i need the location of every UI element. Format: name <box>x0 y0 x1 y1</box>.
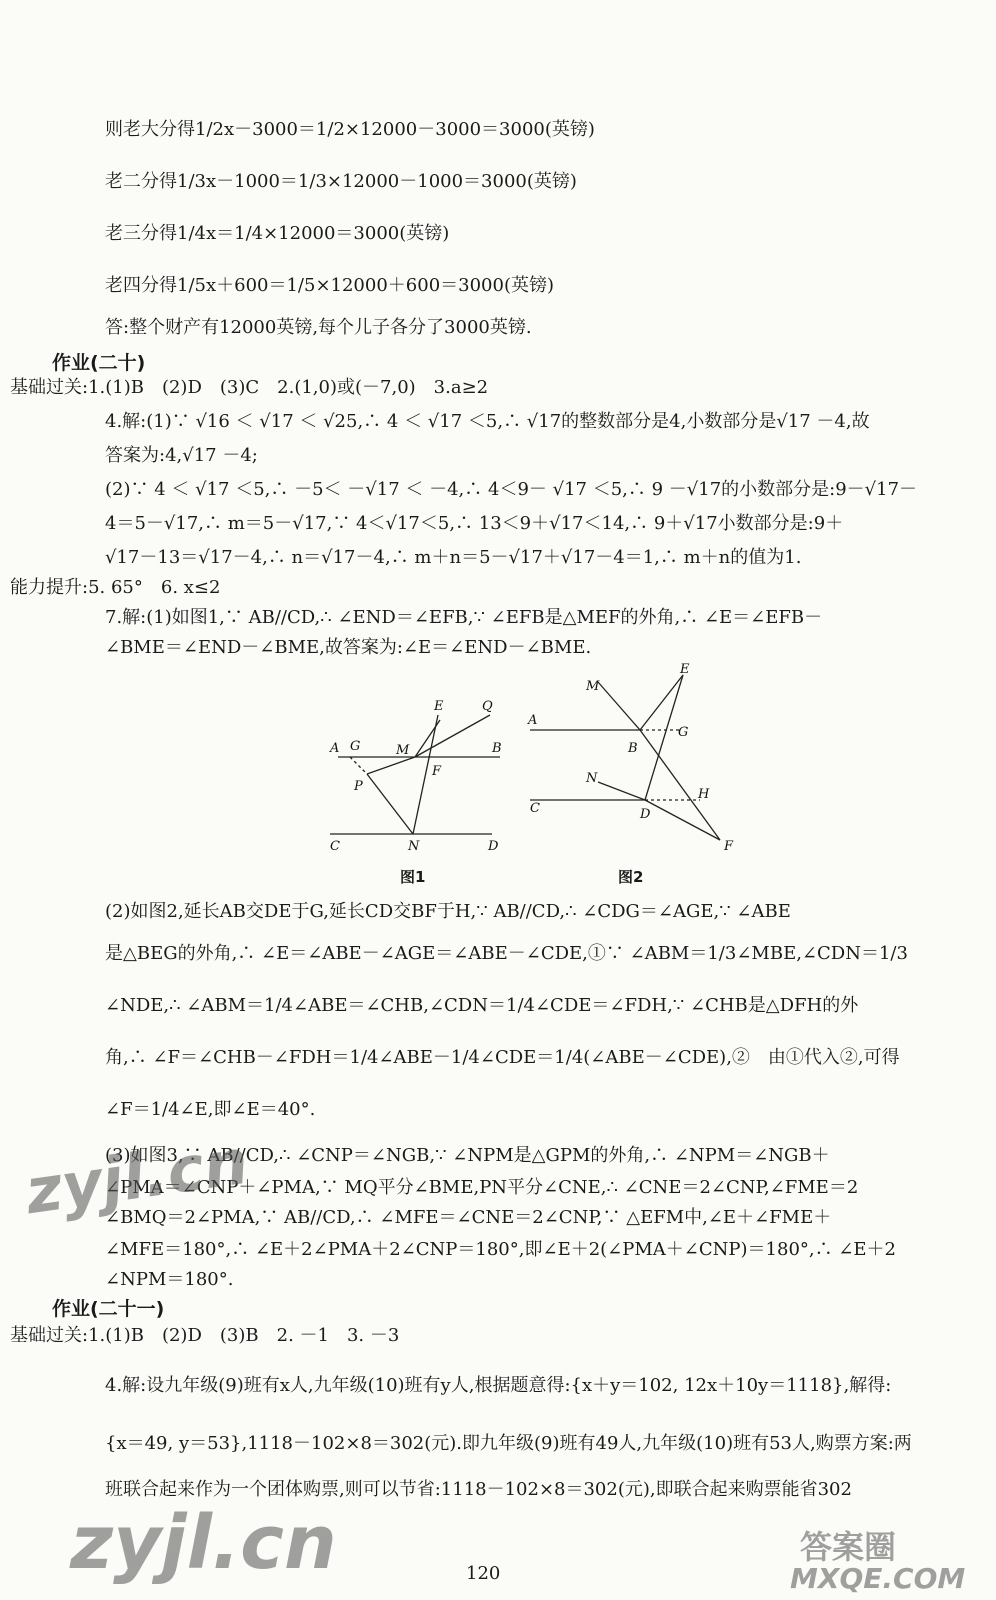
text-line: ∠F＝1/4∠E,即∠E＝40°. <box>105 1099 316 1120</box>
text-line: ∠BMQ＝2∠PMA,∵ AB//CD,∴ ∠MFE＝∠CNE＝2∠CNP,∵ △EFM中,∠E＋∠FME＋ <box>105 1207 832 1228</box>
text-line: 答:整个财产有12000英镑,每个儿子各分了3000英镑. <box>105 317 532 338</box>
text-line: 则老大分得1/2x－3000＝1/2×12000－3000＝3000(英镑) <box>105 119 595 140</box>
text-line: (3)如图3,∵ AB//CD,∴ ∠CNP＝∠NGB,∵ ∠NPM是△GPM的外角,∴ ∠NPM＝∠NGB＋ <box>105 1145 830 1166</box>
fig1-label-A: A <box>330 741 340 756</box>
page-number: 120 <box>466 1563 501 1584</box>
fig1-label-B: B <box>492 741 502 756</box>
text-line: 是△BEG的外角,∴ ∠E＝∠ABE－∠AGE＝∠ABE－∠CDE,①∵ ∠ABM＝1/3∠MBE,∠CDN＝1/3 <box>105 943 908 964</box>
text-line: (2)∵ 4 ＜ √17 ＜5,∴ －5＜ －√17 ＜ －4,∴ 4＜9－ √17 ＜5,∴ 9 －√17的小数部分是:9－√17－ <box>105 479 918 500</box>
fig1-label-G: G <box>350 739 361 754</box>
text-line: ∠PMA＝∠CNP＋∠PMA,∵ MQ平分∠BME,PN平分∠CNE,∴ ∠CNE＝2∠CNP,∠FME＝2 <box>105 1177 859 1198</box>
fig2-label-C: C <box>530 801 540 816</box>
text-line: (2)如图2,延长AB交DE于G,延长CD交BF于H,∵ AB//CD,∴ ∠CDG＝∠AGE,∵ ∠ABE <box>105 901 791 922</box>
fig1-label-F: F <box>432 764 442 779</box>
figure-caption: 图2 <box>618 868 644 886</box>
fig2-label-D: D <box>640 807 651 822</box>
fig2-label-M: M <box>586 679 600 694</box>
fig2-label-H: H <box>698 787 710 802</box>
fig1-label-E: E <box>434 699 444 714</box>
watermark: zyjl.cn <box>21 1124 253 1229</box>
text-line: 4＝5－√17,∴ m＝5－√17,∵ 4＜√17＜5,∴ 13＜9＋√17＜14,∴ 9＋√17小数部分是:9＋ <box>105 513 844 534</box>
text-line: 4.解:设九年级(9)班有x人,九年级(10)班有y人,根据题意得:{x＋y＝102, 12x＋10y＝1118},解得: <box>105 1375 892 1396</box>
geometry-figure-1 <box>320 690 520 860</box>
text-line: 基础过关:1.(1)B (2)D (3)C 2.(1,0)或(－7,0) 3.a≥2 <box>10 377 489 398</box>
text-line: ∠MFE＝180°,∴ ∠E＋2∠PMA＋2∠CNP＝180°,即∠E＋2(∠PMA＋∠CNP)＝180°,∴ ∠E＋2 <box>105 1239 897 1260</box>
text-line: 7.解:(1)如图1,∵ AB//CD,∴ ∠END＝∠EFB,∵ ∠EFB是△MEF的外角,∴ ∠E＝∠EFB－ <box>105 607 823 628</box>
fig1-label-N: N <box>408 839 420 854</box>
watermark: MXQE.COM <box>790 1562 966 1595</box>
fig2-label-F: F <box>724 839 734 854</box>
text-line: ∠NDE,∴ ∠ABM＝1/4∠ABE＝∠CHB,∠CDN＝1/4∠CDE＝∠FDH,∵ ∠CHB是△DFH的外 <box>105 995 859 1016</box>
text-line: 老三分得1/4x＝1/4×12000＝3000(英镑) <box>105 223 450 244</box>
section-title: 作业(二十一) <box>52 1298 165 1320</box>
fig1-label-Q: Q <box>482 699 493 714</box>
text-line: ∠BME＝∠END－∠BME,故答案为:∠E＝∠END－∠BME. <box>105 637 592 658</box>
fig1-label-M: M <box>396 743 410 758</box>
watermark: zyjl.cn <box>70 1500 337 1586</box>
text-line: 答案为:4,√17 －4; <box>105 445 258 466</box>
section-title: 作业(二十) <box>52 352 146 374</box>
text-line: 能力提升:5. 65° 6. x≤2 <box>10 577 221 598</box>
text-line: √17－13＝√17－4,∴ n＝√17－4,∴ m＋n＝5－√17＋√17－4＝1,∴ m＋n的值为1. <box>105 547 802 568</box>
text-line: 老四分得1/5x＋600＝1/5×12000＋600＝3000(英镑) <box>105 275 554 296</box>
text-line: 基础过关:1.(1)B (2)D (3)B 2. －1 3. －3 <box>10 1325 400 1346</box>
fig2-label-G: G <box>678 725 689 740</box>
text-line: 班联合起来作为一个团体购票,则可以节省:1118－102×8＝302(元),即联合起来购票能省302 <box>105 1479 852 1500</box>
fig1-label-D: D <box>488 839 499 854</box>
fig2-label-E: E <box>680 662 690 677</box>
geometry-figure-2 <box>520 660 750 860</box>
fig1-label-C: C <box>330 839 340 854</box>
text-line: 4.解:(1)∵ √16 ＜ √17 ＜ √25,∴ 4 ＜ √17 ＜5,∴ √17的整数部分是4,小数部分是√17 －4,故 <box>105 411 870 432</box>
fig1-label-P: P <box>354 779 363 794</box>
fig2-label-B: B <box>628 741 638 756</box>
text-line: 角,∴ ∠F＝∠CHB－∠FDH＝1/4∠ABE－1/4∠CDE＝1/4(∠ABE－∠CDE),② 由①代入②,可得 <box>105 1047 900 1068</box>
fig2-label-A: A <box>528 713 538 728</box>
text-line: 老二分得1/3x－1000＝1/3×12000－1000＝3000(英镑) <box>105 171 577 192</box>
text-line: {x＝49, y＝53},1118－102×8＝302(元).即九年级(9)班有49人,九年级(10)班有53人,购票方案:两 <box>105 1433 912 1454</box>
text-line: ∠NPM＝180°. <box>105 1269 234 1290</box>
watermark: 答案圈 <box>800 1528 897 1566</box>
fig2-label-N: N <box>586 771 598 786</box>
figure-caption: 图1 <box>400 868 426 886</box>
